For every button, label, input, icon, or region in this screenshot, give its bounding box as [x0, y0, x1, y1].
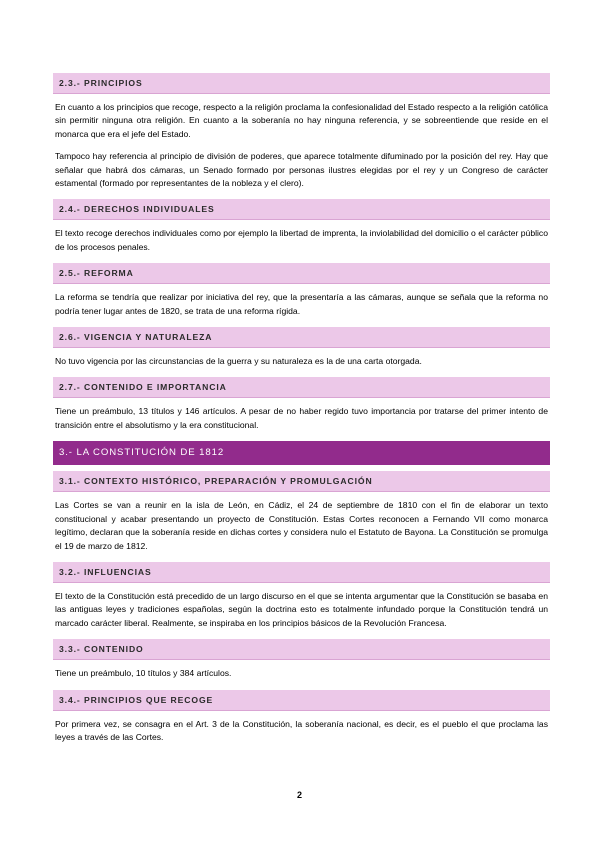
section-2-7 — [53, 377, 550, 432]
section-heading: 2.5.- REFORMA — [53, 263, 550, 284]
section-heading: 2.4.- DERECHOS INDIVIDUALES — [53, 199, 550, 220]
paragraph: Las Cortes se van a reunir en la isla de León, en Cádiz, el 24 de septiembre de 1810 con el fin de elaborar un texto constitucional y acabar presentando un proyecto de Constitución. Estas Cortes reconocen a Fernando VII como monarca legítimo, declaran que la soberanía reside en dichas cortes y considera nulo el Estatuto de Bayona. La Constitución se promulga el 19 de marzo de 1812. — [55, 500, 548, 551]
paragraph: La reforma se tendría que realizar por iniciativa del rey, que la presentaría a las cámaras, aunque se señala que la reforma no podría tener lugar antes de 1820, se trata de una reforma rígida. — [55, 292, 548, 316]
section-3-3 — [53, 639, 550, 680]
section-heading: 3.2.- INFLUENCIAS — [53, 562, 550, 583]
document-page — [53, 73, 550, 753]
section-heading: 2.6.- VIGENCIA Y NATURALEZA — [53, 327, 550, 348]
section-heading: 3.4.- PRINCIPIOS QUE RECOGE — [53, 690, 550, 711]
section-heading: 2.3.- PRINCIPIOS — [53, 73, 550, 94]
section-2-4 — [53, 199, 550, 254]
section-2-6 — [53, 327, 550, 368]
section-3-4 — [53, 690, 550, 745]
section-heading: 3.1.- CONTEXTO HISTÓRICO, PREPARACIÓN Y PROMULGACIÓN — [53, 471, 550, 492]
section-2-5 — [53, 263, 550, 318]
paragraph: Tiene un preámbulo, 10 títulos y 384 artículos. — [55, 668, 232, 679]
paragraph: Tiene un preámbulo, 13 títulos y 146 artículos. A pesar de no haber regido tuvo importancia por tratarse del primer intento de transición entre el absolutismo y la era constitucional. — [55, 406, 548, 430]
section-3-2 — [53, 562, 550, 630]
section-3-1 — [53, 471, 550, 553]
paragraph: En cuanto a los principios que recoge, respecto a la religión proclama la confesionalidad del Estado respecto a la religión católica sin permitir ninguna otra religión. En cuanto a la soberanía no hay ninguna referencia, y se sobreentiende que reside en el monarca que era el jefe del Estado. — [55, 102, 548, 139]
paragraph: El texto de la Constitución está precedido de un largo discurso en el que se intenta argumentar que la Constitución se basaba en las antiguas leyes y tradiciones españolas, según la doctrina esto es totalmente infundado porque la Constitución tendrá un marcado carácter liberal. Realmente, se inspiraba en los principios básicos de la Revolución Francesa. — [55, 590, 548, 628]
section-2-3 — [53, 73, 550, 190]
section-heading: 3.3.- CONTENIDO — [53, 639, 550, 660]
paragraph: El texto recoge derechos individuales como por ejemplo la libertad de imprenta, la inviolabilidad del domicilio o el carácter público de los procesos penales. — [55, 228, 548, 252]
page-number: 2 — [296, 790, 302, 800]
section-heading: 2.7.- CONTENIDO E IMPORTANCIA — [53, 377, 550, 398]
paragraph: Tampoco hay referencia al principio de división de poderes, que aparece totalmente difuminado por la posición del rey. Hay que señalar que habrá dos cámaras, un Senado formado por personas ilustres elegidas por el rey y un Congreso de carácter estamental (formado por representantes de la nobleza y el clero). — [55, 151, 548, 189]
paragraph: No tuvo vigencia por las circunstancias de la guerra y su naturaleza es la de una carta otorgada. — [55, 356, 422, 367]
paragraph: Por primera vez, se consagra en el Art. 3 de la Constitución, la soberanía nacional, es decir, es el pueblo el que proclama las leyes a través de las Cortes. — [55, 718, 548, 742]
chapter-heading: 3.- LA CONSTITUCIÓN DE 1812 — [53, 441, 550, 465]
